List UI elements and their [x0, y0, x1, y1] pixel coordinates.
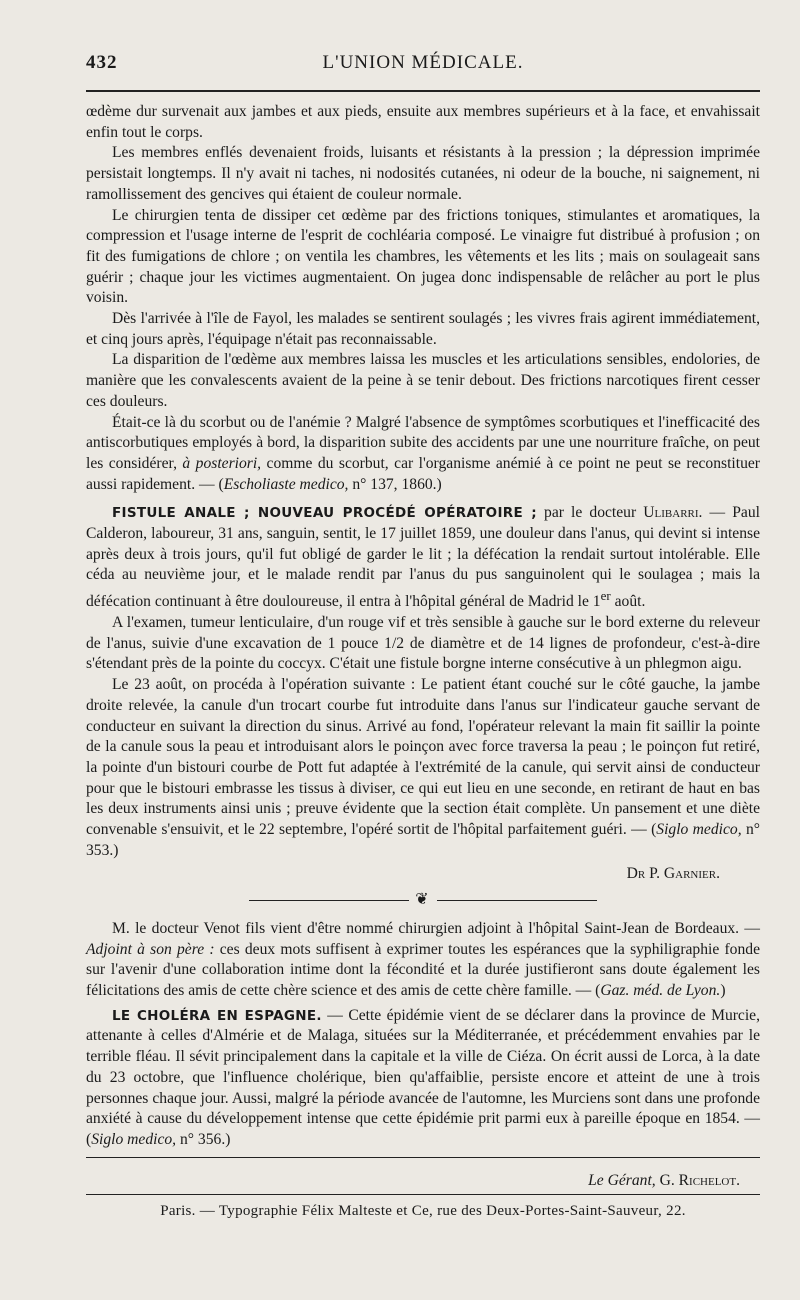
running-header	[86, 52, 760, 82]
citation-source: Escholiaste medico,	[223, 475, 349, 493]
section-divider	[86, 890, 760, 911]
text-run: n° 137, 1860.)	[348, 475, 442, 493]
gerant-label: Le Gérant,	[588, 1171, 656, 1189]
venot-paragraph	[86, 919, 760, 1002]
paragraph: Les membres enflés devenaient froids, luisants et résistants à la pression ; la dépression imprimée persistait longtemps. Il n'y avait ni taches, ni nodosités cutanées, ni odeur de la bouche, ni saignement, ni ramollissement des gencives qui étaient de couleur normale.	[86, 144, 760, 203]
paragraph: œdème dur survenait aux jambes et aux pieds, ensuite aux membres supérieurs et à la face, et envahissait enfin tout le corps.	[86, 103, 760, 141]
citation-source: Gaz. méd. de Lyon.	[600, 982, 721, 1000]
footer-rule	[86, 1194, 760, 1195]
text-run: ces deux mots suffisent à exprimer toutes les espérances que la syphiligraphie fonde sur l'avenir d'une collaboration intime dont la fécondité et la durée justifieront sans doute également les félicitations des amis de cette chère science et des amis de cette chère famille. — (	[86, 940, 760, 1000]
cholera-paragraph	[86, 1006, 760, 1151]
article-body	[86, 102, 760, 1151]
journal-title: L'UNION MÉDICALE.	[322, 52, 524, 73]
text-run: Était-ce là du scorbut ou de l'anémie ? Malgré l'absence de symptômes scorbutiques et l'inefficacité des antiscorbutiques employés à bord, la disparition subite des accidents par une une nourriture fraîche, on peut les considérer,	[86, 413, 760, 472]
paragraph: Dès l'arrivée à l'île de Fayol, les malades se sentirent soulagés ; les vivres frais agirent immédiatement, et cinq jours après, l'équipage n'était pas reconnaissable.	[86, 310, 760, 348]
italic-run: Adjoint à son père :	[86, 940, 215, 958]
text-run: . — Paul Calderon, laboureur, 31 ans, sanguin, sentit, le 17 juillet 1859, une douleur dans l'anus, qui devint si intense après deux à trois jours, qu'il fut obligé de garder le lit ; la défécation la rendait surtout intolérable. Elle céda au neuvième jour, et le malade rendit par l'anus du pus sanguinolent qui le soulagea ; mais la défécation continuant à être douloureuse, il entra à l'hôpital général de Madrid le 1	[86, 504, 760, 611]
paragraph: A l'examen, tumeur lenticulaire, d'un rouge vif et très sensible à gauche sur le bord externe du releveur de l'anus, suivie d'une excavation de 1 pouce 1/2 de diamètre et de 14 lignes de profondeur, c'est-à-dire s'étendant près de la pointe du coccyx. C'était une fistule borgne interne consécutive à un phlegmon aigu.	[86, 614, 760, 673]
text-run: )	[720, 982, 726, 1000]
paragraph	[86, 675, 760, 861]
author-name: Ulibarri	[643, 504, 699, 522]
fleuron-icon: ❦	[415, 891, 431, 909]
text-run: n° 353.)	[86, 821, 760, 859]
text-run: — Cette épidémie vient de se déclarer dans la province de Murcie, attenante à celles d'Almérie et de Malaga, situées sur la Méditerranée, et précédemment envahies par le terrible fléau. Il sévit principalement dans la capitale et la ville de Ciéza. On écrit aussi de Lorca, à la date du 23 octobre, que l'influence cholérique, bien qu'affaiblie, persiste encore et atteint de une à trois personnes chaque jour. Aussi, malgré la période avancée de l'automne, les Murciens sont dans une profonde anxiété à cause du développement intense que cette épidémie prit parmi eux à pareille époque en 1854. — (	[86, 1006, 761, 1148]
superscript: er	[600, 588, 611, 604]
section-heading-fistule: FISTULE ANALE ; NOUVEAU PROCÉDÉ OPÉRATOIRE ;	[112, 505, 537, 522]
divider-line	[437, 900, 597, 901]
text-run: août.	[610, 593, 646, 611]
signature: Dr P. Garnier.	[626, 864, 720, 882]
paragraph: La disparition de l'œdème aux membres laissa les muscles et les articulations sensibles, endolories, de manière que les convalescents avaient de la peine à se tenir debout. Des frictions narcotiques firent cesser ces douleurs.	[86, 351, 760, 410]
header-rule	[86, 90, 760, 92]
paragraph	[86, 413, 760, 496]
text-run: comme du scorbut, car l'organisme anémié à ce point ne peut se reconstituer aussi rapidement. — (	[86, 454, 760, 493]
divider-line	[249, 900, 409, 901]
fistule-paragraph	[86, 503, 760, 613]
gerant-name: G. Richelot.	[655, 1171, 740, 1189]
section-heading-cholera: LE CHOLÉRA EN ESPAGNE.	[112, 1007, 322, 1024]
citation-source: Siglo medico,	[91, 1130, 177, 1148]
page-number: 432	[86, 52, 118, 73]
printer-imprint: Paris. — Typographie Félix Malteste et Ce, rue des Deux-Portes-Saint-Sauveur, 22.	[160, 1202, 686, 1219]
closing-rule	[86, 1157, 760, 1158]
text-run: Le 23 août, on procéda à l'opération suivante : Le patient étant couché sur le côté gauche, la jambe droite relevée, la canule d'un trocart courbe fut introduite dans l'anus sur l'indicateur gauche servant de conducteur en suivant la direction du sinus. Arrivé au fond, l'opérateur relevant la main fit saillir la pointe de la canule sous la peau et introduisant alors le poinçon avec force traversa la peau ; le poinçon fut retiré, la pointe d'un bistouri courbe de Pott fut adaptée à l'extrémité de la canule, qui servit ainsi de conducteur pour que le bistouri embrasse les tissus à diviser, ce qui eut lieu en une seconde, en retirant de haut en bas les deux instruments ainsi unis ; preuve évidente que la section était complète. Un pansement et une diète convenable s'ensuivit, et le 22 septembre, l'opéré sortit de l'hôpital parfaitement guéri. — (	[86, 676, 760, 839]
text-run: M. le docteur Venot fils vient d'être nommé chirurgien adjoint à l'hôpital Saint-Jean de Bordeaux. —	[112, 919, 760, 937]
gerant-line	[86, 1172, 760, 1190]
text-run: par le docteur	[536, 504, 644, 522]
citation-source: Siglo medico,	[656, 821, 742, 839]
paragraph: Le chirurgien tenta de dissiper cet œdème par des frictions toniques, stimulantes et aromatiques, la compression et l'usage interne de l'esprit de cochléaria composé. Le vinaigre fut distribué à profusion ; on fit des fumigations de chlore ; on ventila les chambres, les vêtements et les lits ; mais on soulageait sans guérir ; chaque jour les victimes augmentaient. On jugea donc indispensable de relâcher au port le plus voisin.	[86, 206, 760, 307]
italic-run: à posteriori,	[182, 454, 262, 472]
text-run: n° 356.)	[176, 1130, 231, 1148]
